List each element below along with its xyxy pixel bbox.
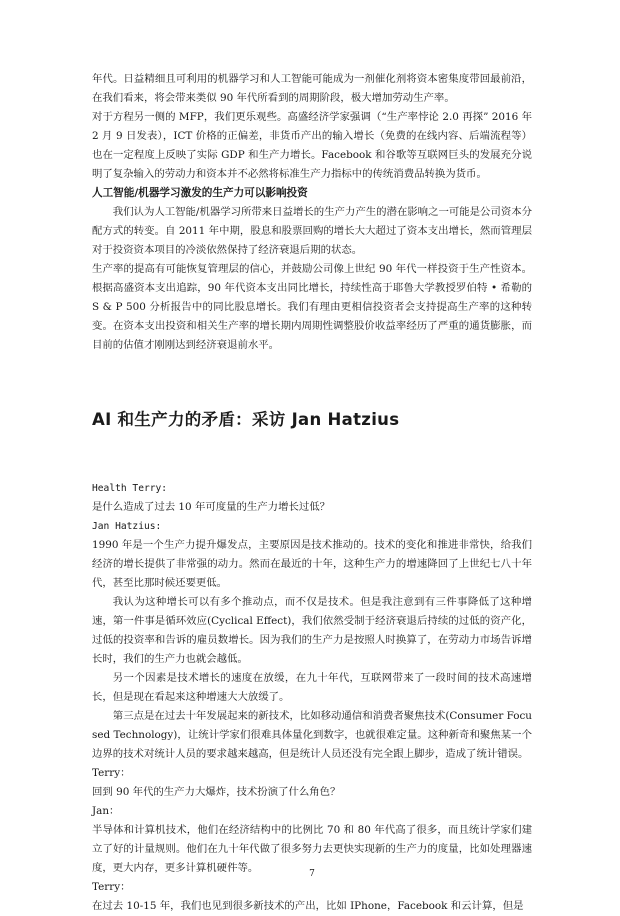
answer-paragraph: 我认为这种增长可以有多个推动点，而不仅是技术。但是我注意到有三件事降低了这种增速，第一件事是循环效应(Cyclical Effect)，我们依然受制于经济衰退后持续的过低的资产化，过低的投资率和告诉的雇员数增长。因为我们的生产力是按照人时换算了，在劳动力市场告诉增长时，我们的生产力也就会越低。 — [92, 596, 532, 665]
speaker-label: Jan： — [92, 805, 120, 817]
answer-paragraph: 半导体和计算机技术，他们在经济结构中的比例比 70 和 80 年代高了很多，而且统计学家们建立了好的计量规则。他们在九十年代做了很多努力去更快实现新的生产力的度量，比如处理器速度，更大内存，更多计算机硬件等。 — [92, 824, 532, 874]
intro-paragraph-2: 对于方程另一侧的 MFP，我们更乐观些。高盛经济学家强调（“生产率悖论 2.0 再探” 2016 年 2 月 9 日发表），ICT 价格的正偏差，非货币产出的输入增长（免费的在线内容、后端流程等） 也在一定程度上反映了实际 GDP 和生产力增长。Facebook 和谷歌等互联网巨头的发展充分说明了复杂输入的劳动力和资本并不必然将标准生产力指标中的传统消费品转换为货币。 — [92, 111, 532, 180]
question-text: 在过去 10-15 年，我们也见到很多新技术的产出，比如 IPhone，Facebook 和云计算，但是 — [92, 900, 524, 912]
answer-paragraph: 1990 年是一个生产力提升爆发点，主要原因是技术推动的。技术的变化和推进非常快，给我们经济的增长提供了非常强的动力。然而在最近的十年，这种生产力的增速降回了上世纪七八十年代，甚至比那时候还要更低。 — [92, 539, 532, 589]
answer-paragraph: 第三点是在过去十年发展起来的新技术，比如移动通信和消费者聚焦技术(Consumer Focused Technology)，让统计学家们很难具体量化到数字，也就很难定量。这种新奇和聚焦某一个边界的技术对统计人员的要求越来越高，但是统计人员还没有完全跟上脚步，造成了统计错误。 — [92, 710, 532, 760]
section-paragraph-1: 我们认为人工智能/机器学习所带来日益增长的生产力产生的潜在影响之一可能是公司资本分配方式的转变。自 2011 年中期，股息和股票回购的增长大大超过了资本支出增长，然而管理层对于投资资本项目的冷淡依然保持了经济衰退后期的状态。 — [92, 206, 532, 256]
speaker-label: Terry： — [92, 881, 131, 893]
speaker-label: Jan Hatzius: — [92, 521, 162, 532]
interview-body — [92, 479, 532, 916]
interview-title: AI 和生产力的矛盾：采访 Jan Hatzius — [92, 410, 400, 429]
page-number: 7 — [309, 869, 315, 879]
intro-paragraph-1: 年代。日益精细且可利用的机器学习和人工智能可能成为一剂催化剂将资本密集度带回最前沿，在我们看来，将会带来类似 90 年代所看到的周期阶段，极大增加劳动生产率。 — [92, 73, 532, 104]
question-text: 是什么造成了过去 10 年可度量的生产力增长过低？ — [92, 501, 331, 513]
speaker-label: Terry： — [92, 767, 131, 779]
section-paragraph-2: 生产率的提高有可能恢复管理层的信心，并鼓励公司像上世纪 90 年代一样投资于生产性资本。根据高盛资本支出追踪，90 年代资本支出同比增长，持续性高于耶鲁大学教授罗伯特 • 希勒的 S & P 500 分析报告中的同比股息增长。我们有理由更相信投资者会支持提高生产率的这种转变。在资本支出投资和相关生产率的增长期内周期性调整股价收益率经历了严重的通货膨胀，而目前的估值才刚刚达到经济衰退前水平。 — [92, 263, 532, 351]
question-text: 回到 90 年代的生产力大爆炸，技术扮演了什么角色？ — [92, 786, 341, 798]
section-heading: 人工智能/机器学习激发的生产力可以影响投资 — [92, 187, 308, 199]
document-page — [92, 70, 532, 912]
answer-paragraph: 另一个因素是技术增长的速度在放缓，在九十年代，互联网带来了一段时间的技术高速增长，但是现在看起来这种增速大大放缓了。 — [92, 672, 532, 703]
speaker-label: Health Terry: — [92, 483, 168, 494]
